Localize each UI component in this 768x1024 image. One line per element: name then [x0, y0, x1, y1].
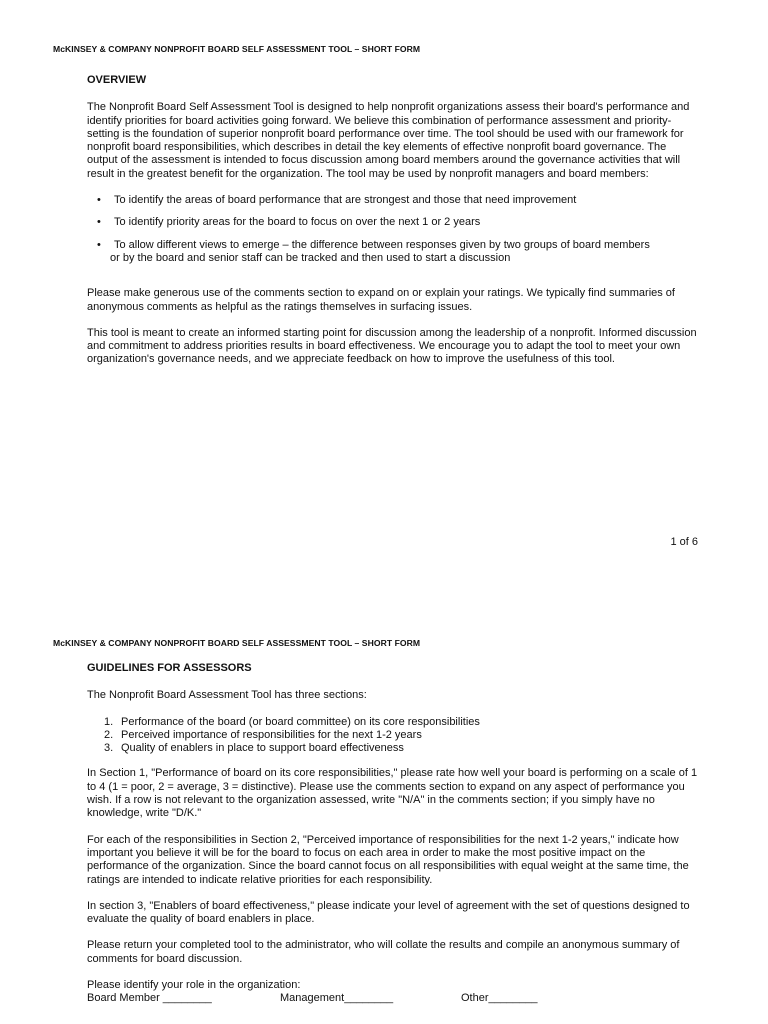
- list-number: 1.: [104, 715, 114, 728]
- list-item: [87, 239, 699, 266]
- list-item-text: Quality of enablers in place to support board effectiveness: [121, 742, 404, 755]
- page-content: [87, 662, 699, 1006]
- role-board-member-field[interactable]: Board Member ________: [87, 992, 212, 1005]
- list-item: [87, 729, 699, 742]
- section-1-instructions: In Section 1, "Performance of board on its core responsibilities," please rate how well your board is performing on a scale of 1 to 4 (1 = poor, 2 = average, 3 = distinctive). Please use the comments section to expand on any aspect of performance you wish. If a row is not relevant to the organization assessed, write "N/A" in the comments section; if you simply have no knowledge, write "D/K.": [87, 767, 698, 820]
- section-heading-guidelines: GUIDELINES FOR ASSESSORS: [87, 662, 252, 674]
- bullet-icon: •: [97, 216, 101, 229]
- role-options: [87, 992, 699, 1005]
- page-content: [87, 74, 699, 380]
- list-item-text-continued: or by the board and senior staff can be tracked and then used to start a discussion: [110, 251, 511, 264]
- guidelines-intro: The Nonprofit Board Assessment Tool has three sections:: [87, 689, 367, 702]
- list-item-text: To identify the areas of board performance that are strongest and those that need improvement: [114, 194, 577, 207]
- list-item-text: Performance of the board (or board committee) on its core responsibilities: [121, 715, 480, 728]
- page-number: 1 of 6: [670, 536, 698, 548]
- section-heading-overview: OVERVIEW: [87, 74, 147, 86]
- role-prompt: Please identify your role in the organization:: [87, 979, 301, 992]
- return-instructions: Please return your completed tool to the administrator, who will collate the results and compile an anonymous summary of comments for board discussion.: [87, 939, 680, 965]
- list-item-text: Perceived importance of responsibilities for the next 1-2 years: [121, 728, 422, 741]
- bullet-icon: •: [97, 194, 101, 207]
- page-header: McKINSEY & COMPANY NONPROFIT BOARD SELF ASSESSMENT TOOL – SHORT FORM: [53, 44, 421, 54]
- section-2-instructions: For each of the responsibilities in Section 2, "Perceived importance of responsibilities for the next 1-2 years," indicate how important you believe it will be for the board to focus on each area in order to make the most positive impact on the performance of the organization. Since the board cannot focus on all responsibilities with equal weight at the same time, the ratings are intended to indicate relative priorities for each responsibility.: [87, 833, 689, 886]
- overview-intro: The Nonprofit Board Self Assessment Tool is designed to help nonprofit organizations assess their board's performance and identify priorities for board activities going forward. We believe this combination of performance assessment and priority-setting is the foundation of superior nonprofit board performance over time. The tool should be used with our framework for nonprofit board responsibilities, which describes in detail the key elements of effective nonprofit board governance. The output of the assessment is intended to focus discussion among board members around the governance activities that will result in the greatest benefit for the organization. The tool may be used by nonprofit managers and board members:: [87, 101, 690, 180]
- list-number: 2.: [104, 728, 114, 741]
- bullet-icon: •: [97, 238, 101, 251]
- list-item: [87, 716, 699, 729]
- role-management-field[interactable]: Management________: [280, 992, 394, 1005]
- list-item-text: To identify priority areas for the board to focus on over the next 1 or 2 years: [114, 216, 481, 229]
- page-2: [0, 590, 768, 1024]
- list-number: 3.: [104, 742, 114, 755]
- page-header: McKINSEY & COMPANY NONPROFIT BOARD SELF ASSESSMENT TOOL – SHORT FORM: [53, 638, 421, 648]
- sections-list: [87, 716, 699, 756]
- list-item: [87, 194, 699, 207]
- role-other-field[interactable]: Other________: [461, 992, 538, 1005]
- list-item: [87, 216, 699, 229]
- comments-paragraph: Please make generous use of the comments section to expand on or explain your ratings. We typically find summaries of anonymous comments as helpful as the ratings themselves in surfacing issues.: [87, 287, 675, 313]
- purpose-paragraph: This tool is meant to create an informed starting point for discussion among the leadership of a nonprofit. Informed discussion and commitment to address priorities results in board effectiveness. We encourage you to adapt the tool to meet your own organization's governance needs, and we appreciate feedback on how to improve the usefulness of this tool.: [87, 326, 697, 366]
- uses-list: [87, 194, 699, 265]
- list-item: [87, 742, 699, 755]
- list-item-text: To allow different views to emerge – the difference between responses given by two groups of board members: [114, 238, 650, 251]
- section-3-instructions: In section 3, "Enablers of board effectiveness," please indicate your level of agreement with the set of questions designed to evaluate the quality of board enablers in place.: [87, 899, 690, 926]
